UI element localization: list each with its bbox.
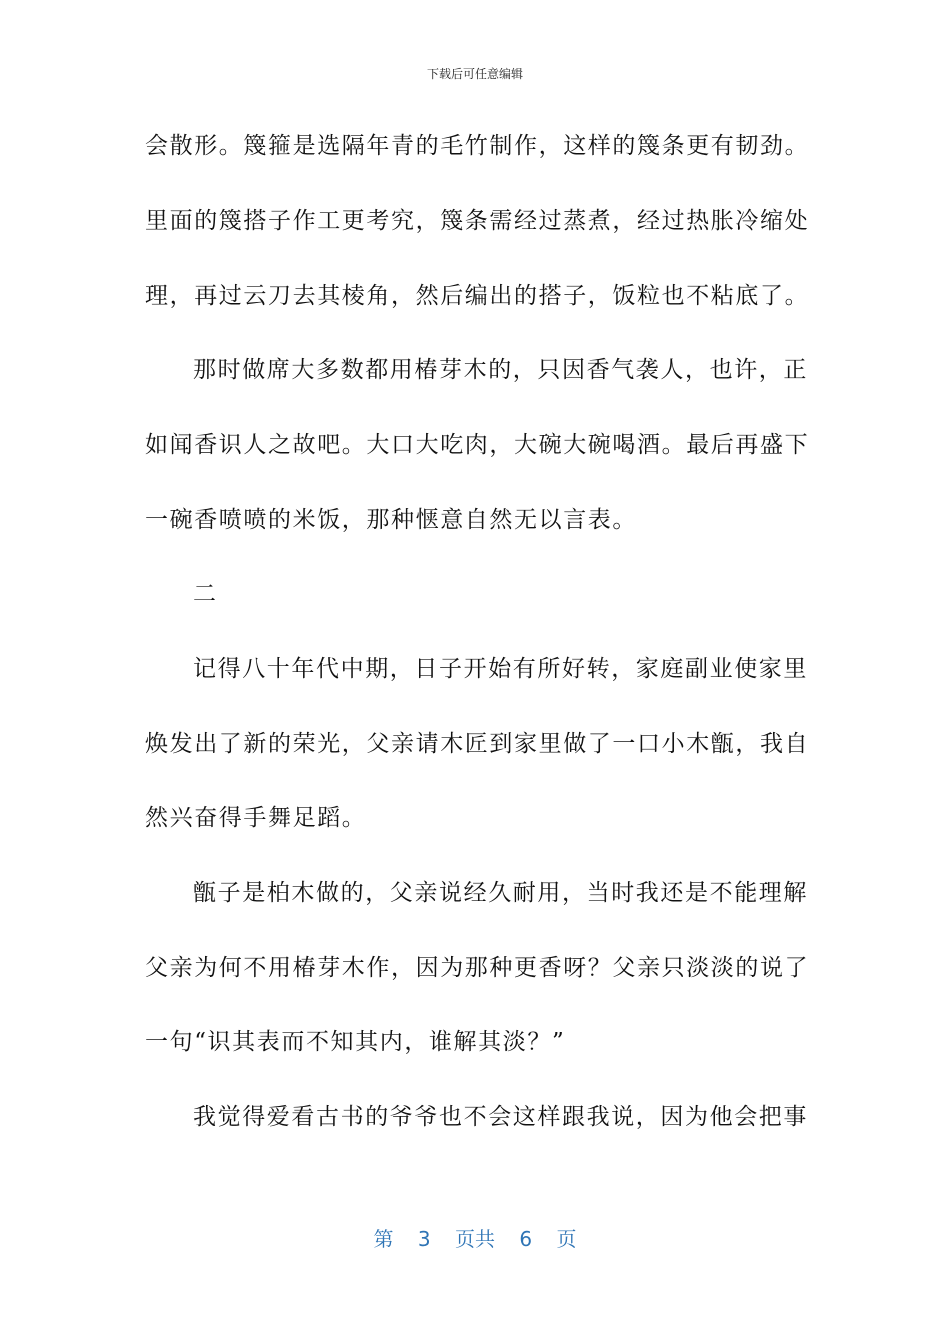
page-footer <box>0 1226 950 1252</box>
text-line: 会散形。篾箍是选隔年青的毛竹制作，这样的篾条更有韧劲。 <box>145 133 810 159</box>
total-page-number: 6 <box>519 1227 533 1251</box>
footer-middle: 页共 <box>455 1227 495 1251</box>
paragraph-first-line: 我觉得爱看古书的爷爷也不会这样跟我说，因为他会把事 <box>193 1104 808 1130</box>
text-line: 如闻香识人之故吧。大口大吃肉，大碗大碗喝酒。最后再盛下 <box>145 432 810 458</box>
section-heading: 二 <box>193 581 218 607</box>
text-line: 焕发出了新的荣光，父亲请木匠到家里做了一口小木甑，我自 <box>145 731 810 757</box>
paragraph-first-line: 甑子是柏木做的，父亲说经久耐用，当时我还是不能理解 <box>193 880 808 906</box>
text-line: 理，再过云刀去其棱角，然后编出的搭子，饭粒也不粘底了。 <box>145 283 810 309</box>
text-line: 里面的篾搭子作工更考究，篾条需经过蒸煮，经过热胀冷缩处 <box>145 208 810 234</box>
footer-suffix: 页 <box>556 1227 577 1251</box>
paragraph-first-line: 那时做席大多数都用椿芽木的，只因香气袭人，也许，正 <box>193 357 808 383</box>
text-line: 父亲为何不用椿芽木作，因为那种更香呀？父亲只淡淡的说了 <box>145 955 810 981</box>
paragraph-first-line: 记得八十年代中期，日子开始有所好转，家庭副业使家里 <box>193 656 808 682</box>
text-line: 然兴奋得手舞足蹈。 <box>145 805 367 831</box>
text-line: 一碗香喷喷的米饭，那种惬意自然无以言表。 <box>145 507 637 533</box>
page-header: 下载后可任意编辑 <box>426 67 523 81</box>
footer-prefix: 第 <box>373 1227 394 1251</box>
current-page-number: 3 <box>417 1227 431 1251</box>
text-line: 一句“识其表而不知其内，谁解其淡？” <box>145 1029 566 1055</box>
